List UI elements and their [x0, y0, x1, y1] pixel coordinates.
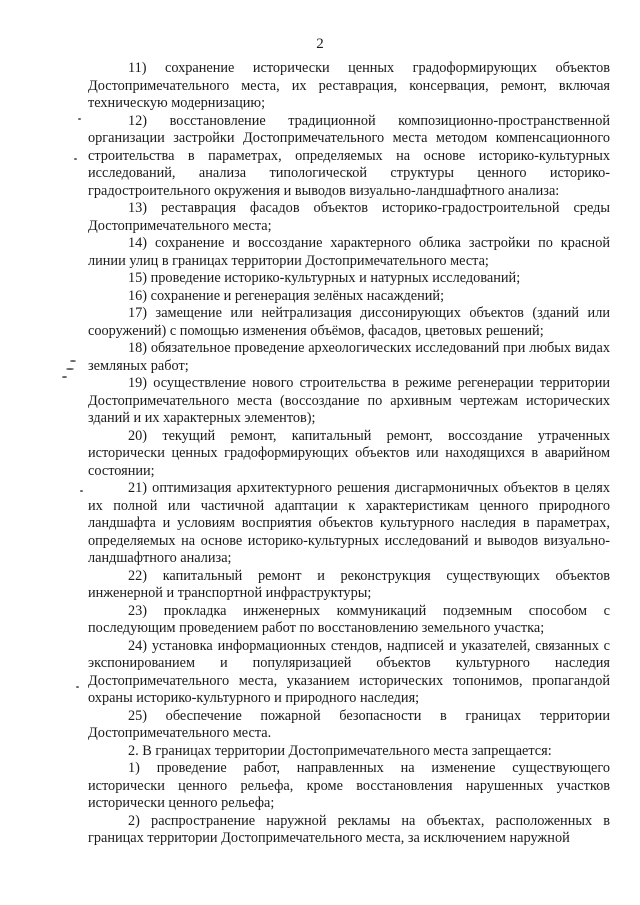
paragraph-item-14: 14) сохранение и воссоздание характерного облика застройки по красной линии улиц в границах территории Достопримечательного места;	[88, 235, 610, 269]
paragraph-item-12: 12) восстановление традиционной композиционно-пространственной организации застройки Достопримечательного места методом компенсационного строительства в параметрах, определяемых на основе историко-культурных исследований, анализа типологической структуры ценного историко-градостроительного окружения и выводов визуально-ландшафтного анализа:	[88, 112, 610, 199]
paragraph-item-21: 21) оптимизация архитектурного решения дисгармоничных объектов в целях их полной или частичной адаптации к характеристикам ценного природного ландшафта и условиям восприятия объектов культурного наследия в параметрах, определяемых на основе историко-культурных исследований и выводов визуально-ландшафтного анализа;	[88, 480, 610, 566]
paragraph-item-19: 19) осуществление нового строительства в режиме регенерации территории Достопримечательного места (воссоздание по архивным чертежам исторических зданий и их характерных элементов);	[88, 375, 610, 426]
paragraph-item-22: 22) капитальный ремонт и реконструкция существующих объектов инженерной и транспортной инфраструктуры;	[88, 567, 610, 601]
document-body	[88, 60, 610, 848]
section-2-heading: 2. В границах территории Достопримечательного места запрещается:	[128, 742, 552, 759]
prohibition-item-1: 1) проведение работ, направленных на изменение существующего исторически ценного рельефа, кроме восстановления нарушенных участков исторически ценного рельефа;	[88, 760, 610, 811]
scan-speck	[66, 368, 74, 370]
scan-speck	[70, 360, 76, 362]
paragraph-item-15: 15) проведение историко-культурных и натурных исследований;	[128, 270, 521, 286]
paragraph-item-23: 23) прокладка инженерных коммуникаций подземным способом с последующим проведением работ по восстановлению земельного участка;	[88, 602, 610, 636]
page-number: 2	[316, 36, 324, 52]
paragraph-item-17: 17) замещение или нейтрализация диссонирующих объектов (зданий или сооружений) с помощью изменения объёмов, фасадов, цветовых решений;	[88, 305, 610, 339]
prohibition-item-2: 2) распространение наружной рекламы на объектах, расположенных в границах территории Достопримечательного места, за исключением наружной	[88, 812, 610, 846]
scan-speck	[78, 118, 81, 120]
paragraph-item-24: 24) установка информационных стендов, надписей и указателей, связанных с экспонированием и популяризацией объектов культурного наследия Достопримечательного места, указанием исторических топонимов, пропагандой охраны историко-культурного и природного наследия;	[88, 637, 610, 706]
paragraph-item-20: 20) текущий ремонт, капитальный ремонт, воссоздание утраченных исторически ценных градоформирующих объектов или находящихся в аварийном состоянии;	[88, 427, 610, 479]
paragraph-item-11: 11) сохранение исторически ценных градоформирующих объектов Достопримечательного места, их реставрация, консервация, ремонт, включая техническую модернизацию;	[88, 60, 610, 111]
scan-speck	[62, 376, 67, 378]
paragraph-item-25: 25) обеспечение пожарной безопасности в границах территории Достопримечательного места.	[88, 707, 610, 741]
paragraph-item-13: 13) реставрация фасадов объектов историко-градостроительной среды Достопримечательного места;	[88, 200, 610, 234]
scan-speck	[74, 158, 77, 160]
paragraph-item-18: 18) обязательное проведение археологических исследований при любых видах земляных работ;	[88, 340, 610, 374]
scan-speck	[80, 490, 83, 492]
scan-speck	[76, 686, 79, 688]
paragraph-item-16: 16) сохранение и регенерация зелёных насаждений;	[128, 287, 445, 304]
